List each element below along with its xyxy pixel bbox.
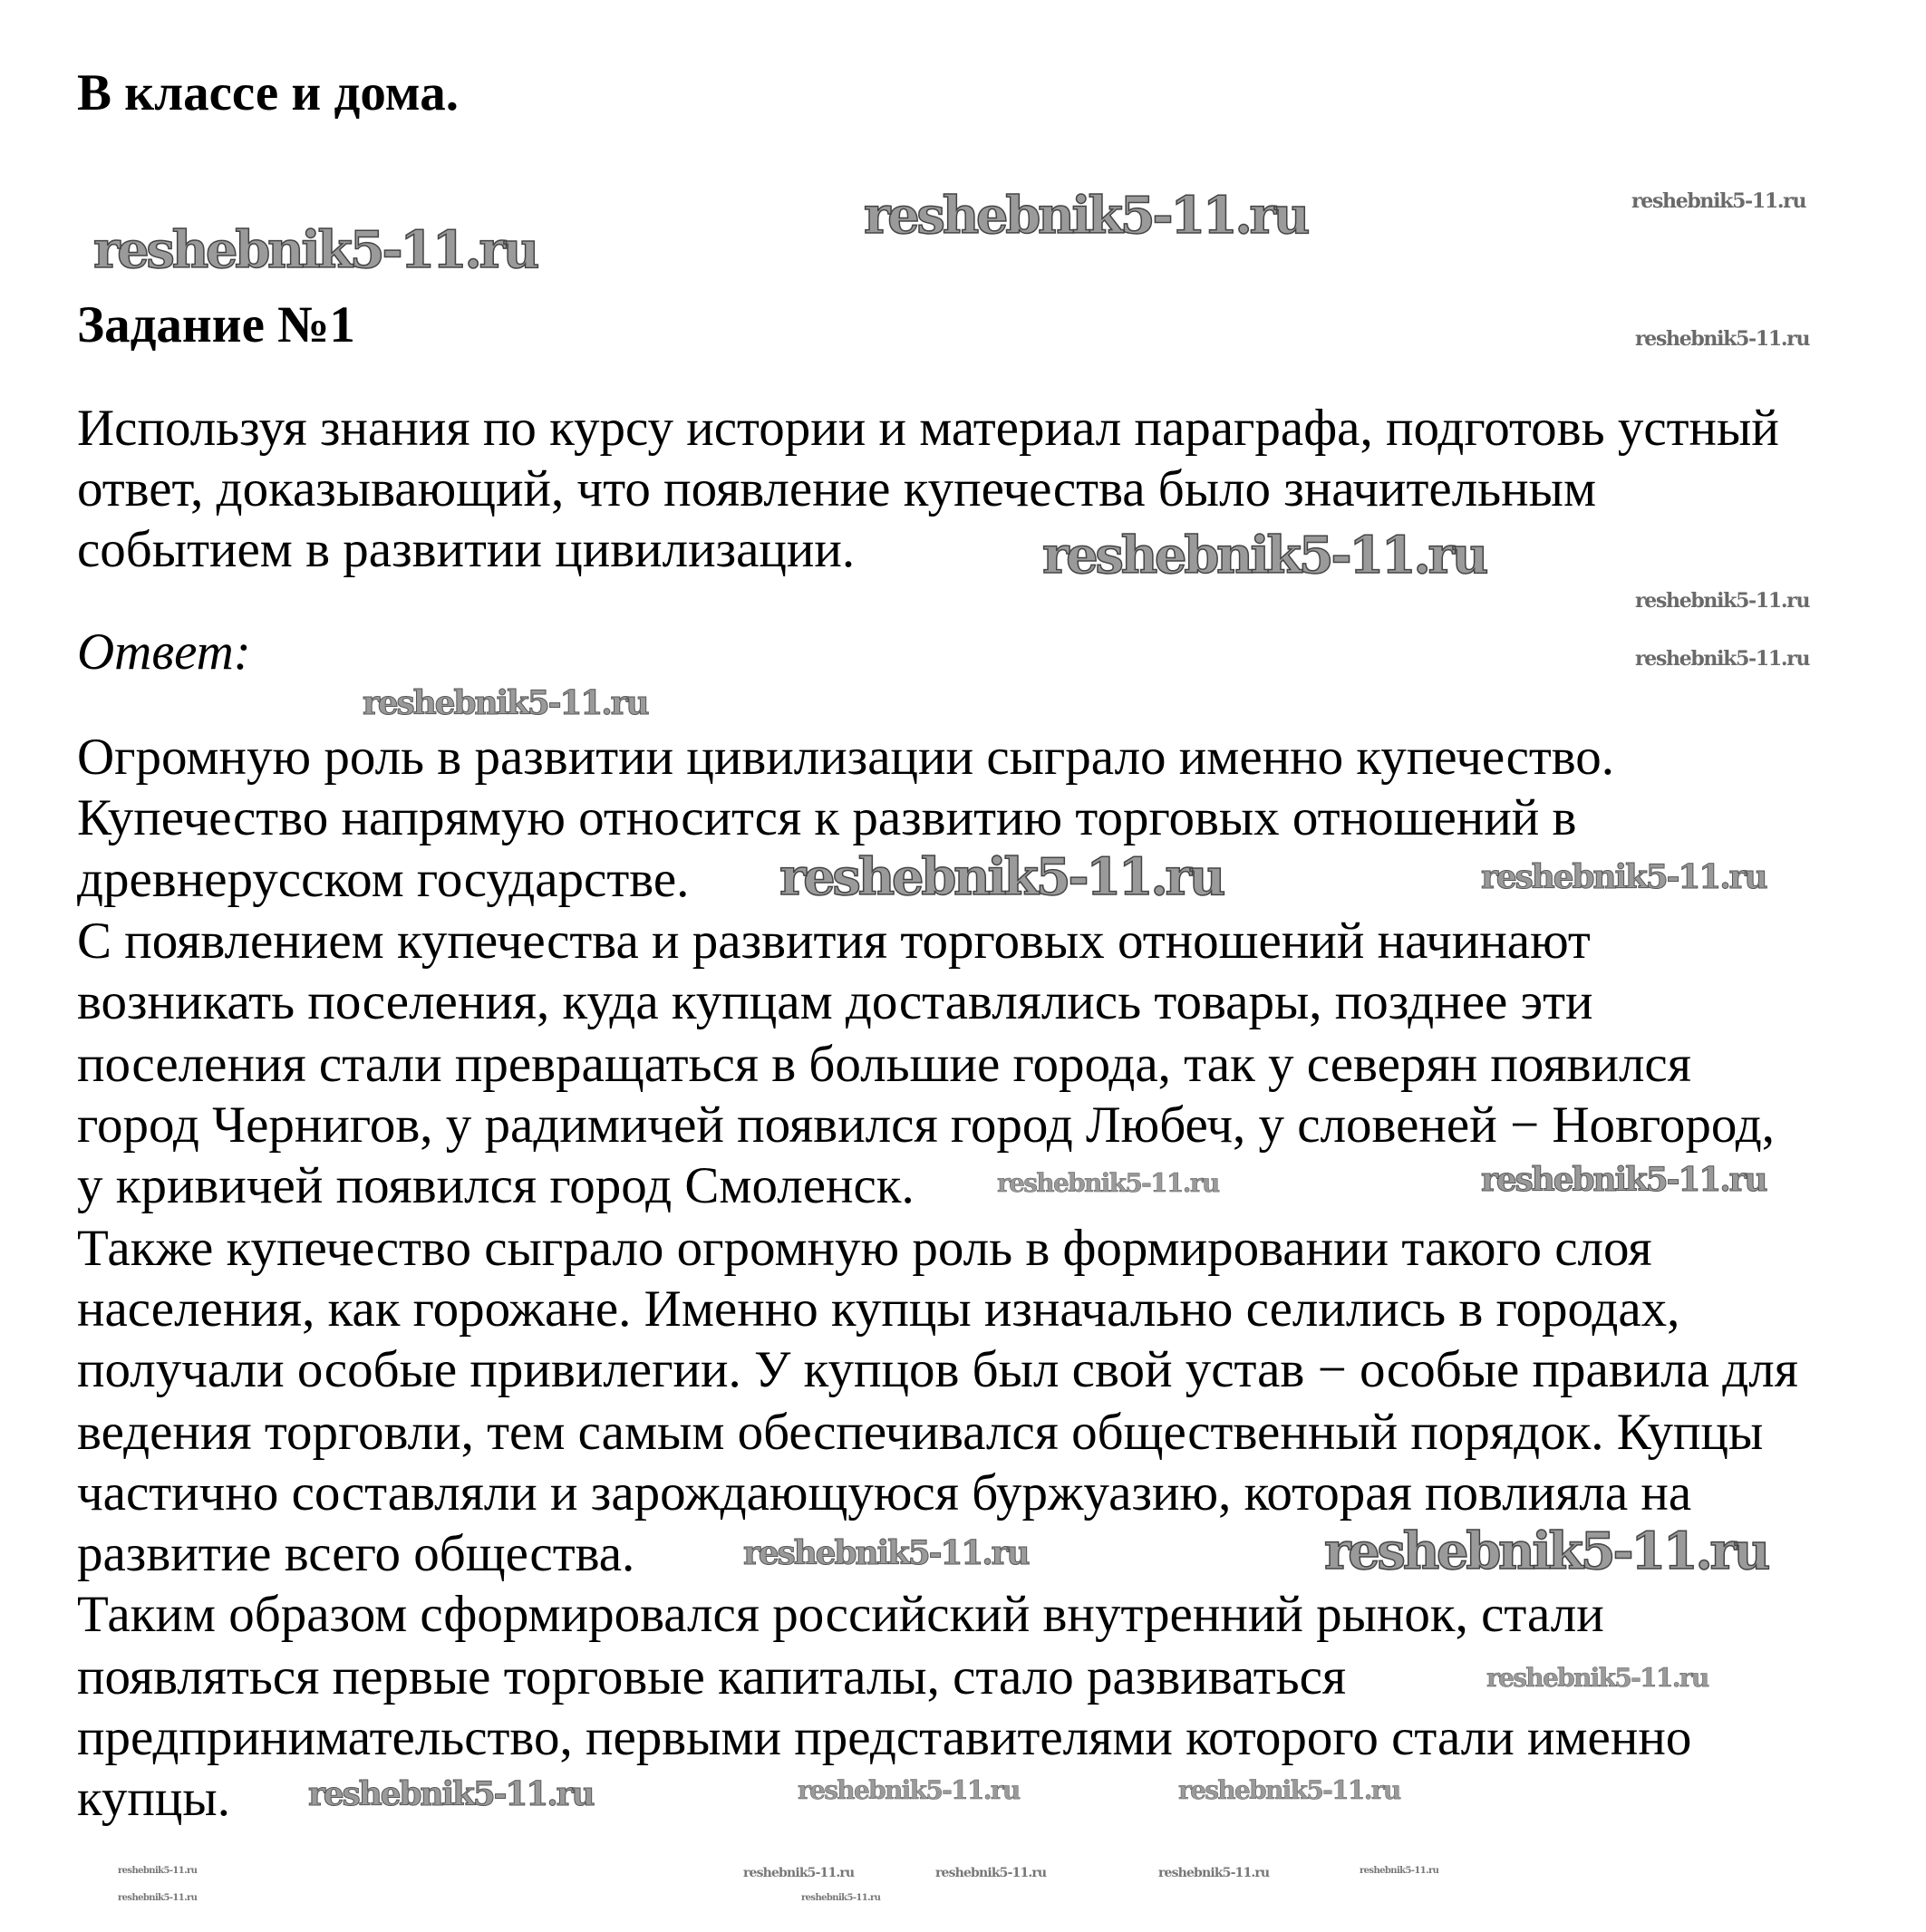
watermark: reshebnik5-11.ru — [779, 847, 1224, 907]
answer-line: населения, как горожане. Именно купцы изначально селились в городах, — [77, 1280, 1680, 1338]
question-line: событием в развитии цивилизации. — [77, 521, 856, 578]
question-line: Используя знания по курсу истории и материал параграфа, подготовь устный — [77, 400, 1779, 457]
answer-line: купцы. — [77, 1770, 230, 1827]
answer-line: получали особые привилегии. У купцов был свой устав − особые правила для — [77, 1341, 1798, 1398]
watermark: reshebnik5-11.ru — [93, 220, 537, 280]
answer-line: поселения стали превращаться в большие города, так у северян появился — [77, 1036, 1691, 1093]
answer-line: предпринимательство, первыми представителями которого стали именно — [77, 1709, 1692, 1766]
watermark: reshebnik5-11.ru — [1635, 647, 1810, 671]
watermark: reshebnik5-11.ru — [118, 1866, 198, 1876]
answer-line: древнерусском государстве. — [77, 851, 690, 908]
answer-line: Купечество напрямую относится к развитию торговых отношений в — [77, 789, 1577, 846]
answer-line: Также купечество сыграло огромную роль в формировании такого слоя — [77, 1220, 1652, 1277]
watermark: reshebnik5-11.ru — [1042, 526, 1486, 585]
answer-line: возникать поселения, куда купцам доставлялись товары, позднее эти — [77, 973, 1593, 1030]
answer-line: развитие всего общества. — [77, 1525, 635, 1582]
answer-line: Огромную роль в развитии цивилизации сыграло именно купечество. — [77, 729, 1615, 786]
watermark: reshebnik5-11.ru — [743, 1534, 1029, 1572]
watermark: reshebnik5-11.ru — [1631, 189, 1806, 213]
answer-label: Ответ: — [77, 623, 251, 681]
answer-line: у кривичей появился город Смоленск. — [77, 1157, 915, 1214]
answer-line: город Чернигов, у радимичей появился город Любеч, у словеней − Новгород, — [77, 1096, 1775, 1154]
watermark: reshebnik5-11.ru — [1635, 327, 1810, 351]
watermark: reshebnik5-11.ru — [997, 1168, 1219, 1198]
answer-line: появляться первые торговые капиталы, стало развиваться — [77, 1648, 1347, 1705]
task-title: Задание №1 — [77, 296, 355, 353]
watermark: reshebnik5-11.ru — [1178, 1775, 1400, 1805]
watermark: reshebnik5-11.ru — [118, 1893, 198, 1903]
watermark: reshebnik5-11.ru — [864, 186, 1308, 246]
watermark: reshebnik5-11.ru — [363, 684, 648, 722]
watermark: reshebnik5-11.ru — [1360, 1866, 1439, 1876]
watermark: reshebnik5-11.ru — [1481, 1161, 1766, 1199]
watermark: reshebnik5-11.ru — [1486, 1663, 1708, 1693]
watermark: reshebnik5-11.ru — [798, 1775, 1020, 1805]
question-line: ответ, доказывающий, что появление купечества было значительным — [77, 460, 1597, 517]
watermark: reshebnik5-11.ru — [308, 1775, 594, 1813]
answer-line: С появлением купечества и развития торговых отношений начинают — [77, 913, 1591, 970]
watermark: reshebnik5-11.ru — [1324, 1521, 1768, 1581]
watermark: reshebnik5-11.ru — [1481, 858, 1766, 896]
watermark: reshebnik5-11.ru — [801, 1893, 881, 1903]
watermark: reshebnik5-11.ru — [743, 1866, 855, 1880]
answer-line: Таким образом сформировался российский внутренний рынок, стали — [77, 1586, 1604, 1643]
answer-line: ведения торговли, тем самым обеспечивался общественный порядок. Купцы — [77, 1404, 1764, 1461]
section-heading: В классе и дома. — [77, 64, 459, 121]
watermark: reshebnik5-11.ru — [935, 1866, 1047, 1880]
answer-line: частично составляли и зарождающуюся буржуазию, которая повлияла на — [77, 1464, 1692, 1521]
watermark: reshebnik5-11.ru — [1158, 1866, 1270, 1880]
watermark: reshebnik5-11.ru — [1635, 589, 1810, 613]
